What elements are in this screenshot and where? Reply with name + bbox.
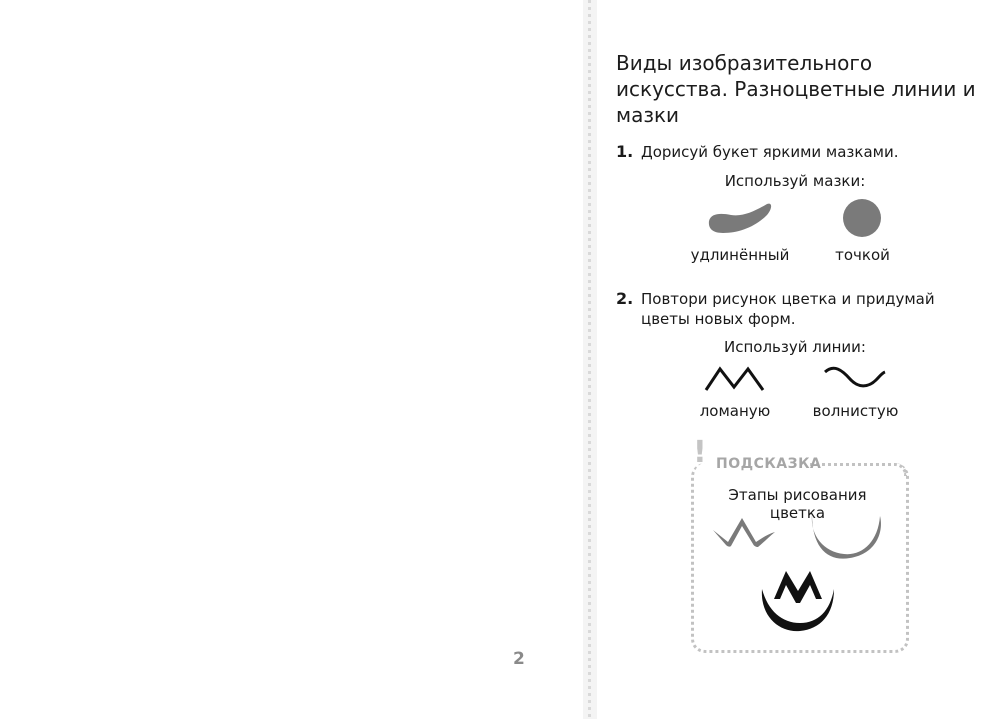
hint-border-top xyxy=(810,463,907,476)
wavy-line-icon xyxy=(824,366,886,390)
stroke-label-dot: точкой xyxy=(835,246,890,264)
exclamation-icon: ! xyxy=(693,435,707,470)
flower-step-1-icon xyxy=(712,516,776,548)
zigzag-line-icon xyxy=(705,366,765,392)
hint-label: ПОДСКАЗКА xyxy=(716,456,822,472)
page-number: 2 xyxy=(513,649,525,669)
flower-step-3-icon xyxy=(760,565,836,635)
task-1-subheading: Используй мазки: xyxy=(724,172,866,190)
task-2-subheading: Используй линии: xyxy=(724,338,866,356)
task-1-number: 1. xyxy=(616,142,634,161)
book-spine xyxy=(583,0,597,719)
hint-title: Этапы рисования цветка xyxy=(728,486,867,522)
line-label-zigzag: ломаную xyxy=(699,402,771,420)
stroke-label-elongated: удлинённый xyxy=(690,246,790,264)
dot-stroke-icon xyxy=(842,198,882,238)
task-2-text: Повтори рисунок цветка и придумай цветы новых форм. xyxy=(641,290,935,328)
page-title: Виды изобразительного искусства. Разноцветные линии и мазки xyxy=(616,51,976,127)
task-1-text: Дорисуй букет яркими мазками. xyxy=(641,143,899,161)
flower-step-2-icon xyxy=(810,512,882,560)
elongated-stroke-icon xyxy=(707,203,773,235)
line-label-wavy: волнистую xyxy=(812,402,899,420)
task-2-number: 2. xyxy=(616,289,634,308)
